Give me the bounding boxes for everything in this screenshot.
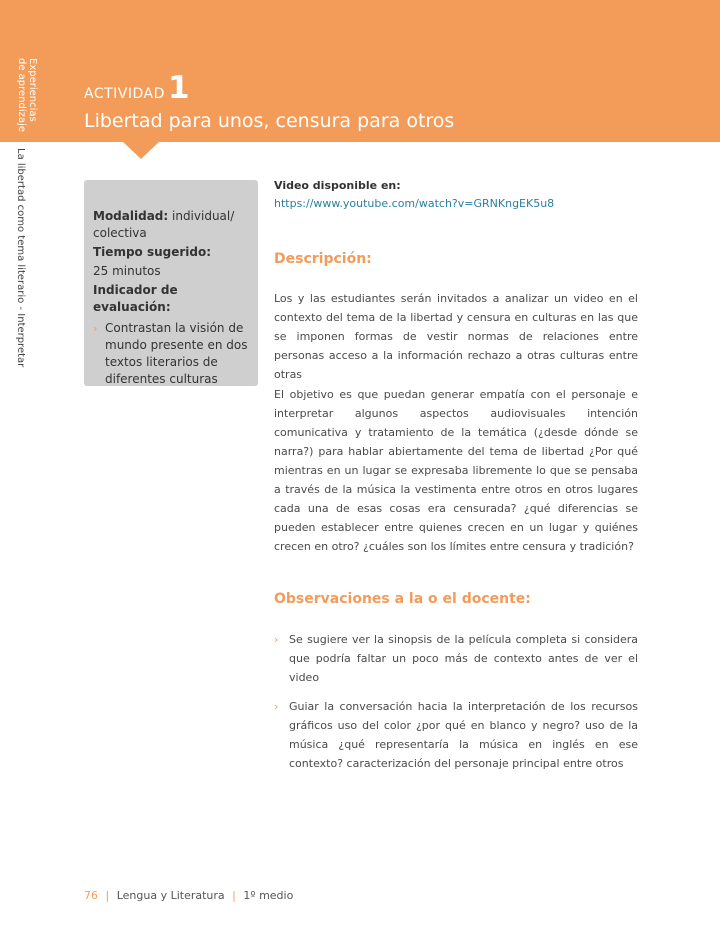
side-section-line2: de aprendizaje (16, 58, 27, 132)
video-link[interactable]: https://www.youtube.com/watch?v=GRNKngEK5u8 (274, 197, 555, 210)
indicador-text: Contrastan la visión de mundo presente en dos textos literarios de diferentes culturas (105, 321, 248, 386)
modalidad-row (93, 208, 248, 242)
bullet-icon: › (93, 322, 98, 335)
page-number: 76 (84, 889, 98, 902)
header-notch (122, 141, 160, 159)
observacion-text: Guiar la conversación hacia la interpretación de los recursos gráficos uso del color ¿por qué en blanco y negro? uso de la música ¿qué representaría la música en inglés en ese contexto? caracterización del personaje principal entre otros (289, 700, 638, 770)
video-block (274, 178, 638, 211)
observaciones-heading: Observaciones a la o el docente: (274, 591, 531, 607)
tiempo-label: Tiempo sugerido: (93, 245, 212, 259)
side-topic: La libertad como tema literario - Interpretar (15, 148, 26, 368)
descripcion-heading: Descripción: (274, 251, 372, 267)
side-section-line1: Experiencias (27, 58, 38, 122)
footer-subject: Lengua y Literatura (116, 889, 225, 902)
tiempo-value: 25 minutos (93, 264, 161, 278)
descripcion-paragraph-2: El objetivo es que puedan generar empatía con el personaje e interpretar algunos aspectos audiovisuales intención comunicativa y tratamiento de la temática (¿desde dónde se narra?) para hablar abiertamente del tema de libertad ¿Por qué mientras en un lugar se expresaba libremente lo que se pensaba a través de la música la vestimenta entre otros en otros lugares cada una de esas cosas era censurada? ¿qué diferencias se pueden establecer entre quienes crecen en un lugar y quiénes crecen en otro? ¿cuáles son los límites entre censura y tradición? (274, 388, 638, 553)
modalidad-label: Modalidad: (93, 209, 169, 223)
activity-number: 1 (168, 70, 190, 106)
info-box (84, 180, 258, 386)
activity-title: Libertad para unos, censura para otros (84, 110, 455, 132)
footer-level: 1º medio (243, 889, 294, 902)
bullet-icon: › (274, 700, 279, 713)
observacion-text: Se sugiere ver la sinopsis de la película completa si considera que podría faltar un poco más de contexto antes de ver el video (289, 633, 638, 684)
bullet-icon: › (274, 633, 279, 646)
descripcion-paragraph-1: Los y las estudiantes serán invitados a analizar un video en el contexto del tema de la libertad y censura en culturas en las que se imponen formas de vestir normas de relaciones entre personas acceso a la información rechazo a otras culturas entre otras (274, 292, 638, 381)
activity-label: ACTIVIDAD (84, 86, 165, 102)
video-label: Video disponible en: (274, 179, 401, 192)
footer-separator: | (232, 889, 236, 902)
list-item (274, 697, 638, 773)
page-footer (84, 889, 293, 902)
observaciones-list (274, 630, 638, 783)
indicador-label: Indicador de evaluación: (93, 283, 178, 314)
footer-separator: | (105, 889, 110, 902)
list-item (274, 630, 638, 687)
indicador-bullet (93, 320, 248, 388)
modalidad-value: individual/ colectiva (93, 209, 235, 240)
